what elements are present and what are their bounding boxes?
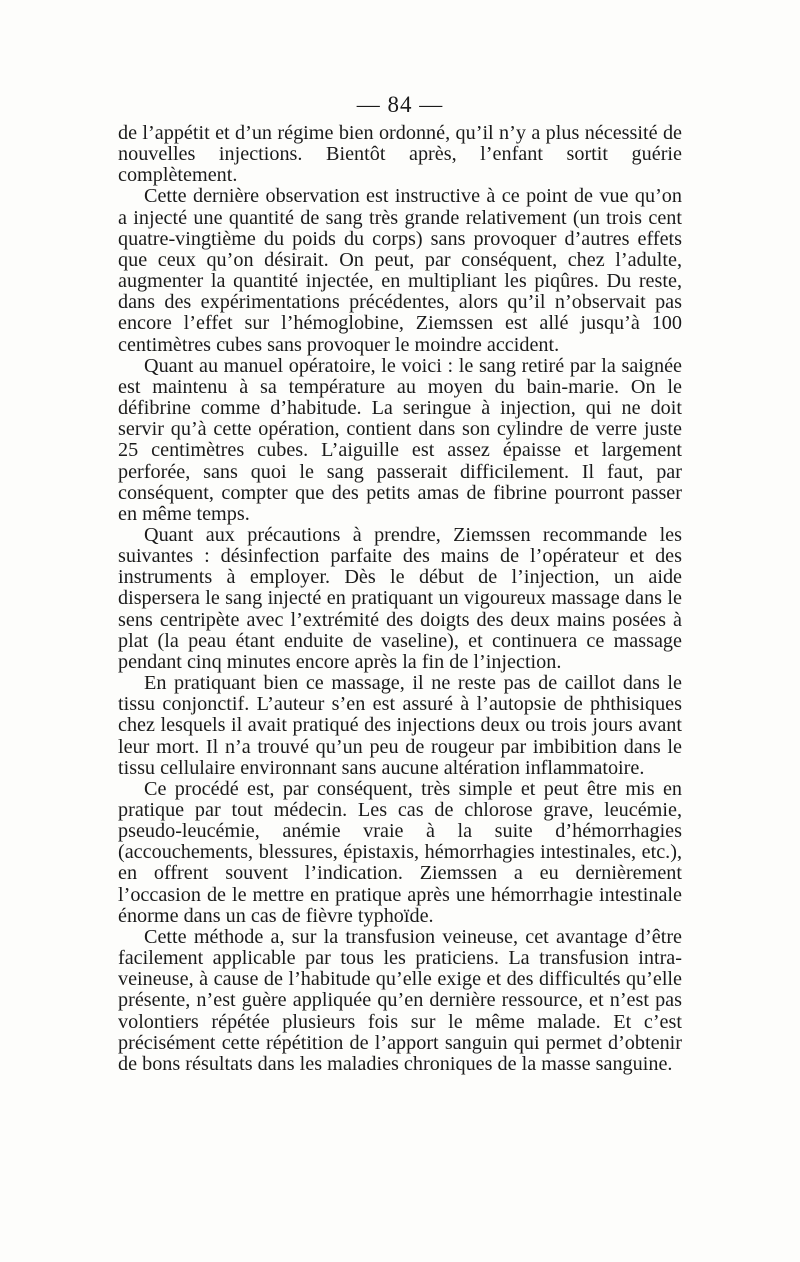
body-text xyxy=(118,123,682,1075)
paragraph-5: En pratiquant bien ce massage, il ne reste pas de caillot dans le tissu conjonctif. L’auteur s’en est assuré à l’autopsie de phthisiques chez lesquels il avait pratiqué des injections deux ou trois jours avant leur mort. Il n’a trouvé qu’un peu de rougeur par imbibition dans le tissu cellulaire environnant sans aucune altération inflammatoire. xyxy=(118,672,682,779)
paragraph-2: Cette dernière observation est instructive à ce point de vue qu’on a injecté une quantité de sang très grande relativement (un trois cent quatre-vingtième du poids du corps) sans provoquer d’autres effets que ceux qu’on désirait. On peut, par conséquent, chez l’adulte, augmenter la quantité injectée, en multipliant les piqûres. Du reste, dans des expérimentations précédentes, alors qu’il n’observait pas encore l’effet sur l’hémoglobine, Ziemssen est allé jusqu’à 100 centimètres cubes sans provoquer le moindre accident. xyxy=(118,185,682,356)
paragraph-3: Quant au manuel opératoire, le voici : le sang retiré par la saignée est maintenu à sa température au moyen du bain-marie. On le défibrine comme d’habitude. La seringue à injection, qui ne doit servir qu’à cette opération, contient dans son cylindre de verre juste 25 centimètres cubes. L’aiguille est assez épaisse et largement perforée, sans quoi le sang passerait difficilement. Il faut, par conséquent, compter que des petits amas de fibrine pourront passer en même temps. xyxy=(118,354,682,525)
page-number: — 84 — xyxy=(356,92,444,117)
paragraph-7: Cette méthode a, sur la transfusion veineuse, cet avantage d’être facilement applicable par tous les praticiens. La transfusion intra-veineuse, à cause de l’habitude qu’elle exige et des difficultés qu’elle présente, n’est guère appliquée qu’en dernière ressource, et n’est pas volontiers répétée plusieurs fois sur le même malade. Et c’est précisément cette répétition de l’apport sanguin qui permet d’obtenir de bons résultats dans les maladies chroniques de la masse sanguine. xyxy=(118,925,682,1075)
paragraph-4: Quant aux précautions à prendre, Ziemssen recommande les suivantes : désinfection parfaite des mains de l’opérateur et des instruments à employer. Dès le début de l’injection, un aide dispersera le sang injecté en pratiquant un vigoureux massage dans le sens centripète avec l’extrémité des doigts des deux mains posées à plat (la peau étant enduite de vaseline), et continuera ce massage pendant cinq minutes encore après la fin de l’injection. xyxy=(118,523,682,673)
paragraph-6: Ce procédé est, par conséquent, très simple et peut être mis en pratique par tout médecin. Les cas de chlorose grave, leucémie, pseudo-leucémie, anémie vraie à la suite d’hémorrhagies (accouchements, blessures, épistaxis, hémorrhagies intestinales, etc.), en offrent souvent l’indication. Ziemssen a eu dernièrement l’occasion de le mettre en pratique après une hémorrhagie intestinale énorme dans un cas de fièvre typhoïde. xyxy=(118,777,682,927)
paragraph-1: de l’appétit et d’un régime bien ordonné, qu’il n’y a plus nécessité de nouvelles injections. Bientôt après, l’enfant sortit guérie complètement. xyxy=(118,122,682,187)
